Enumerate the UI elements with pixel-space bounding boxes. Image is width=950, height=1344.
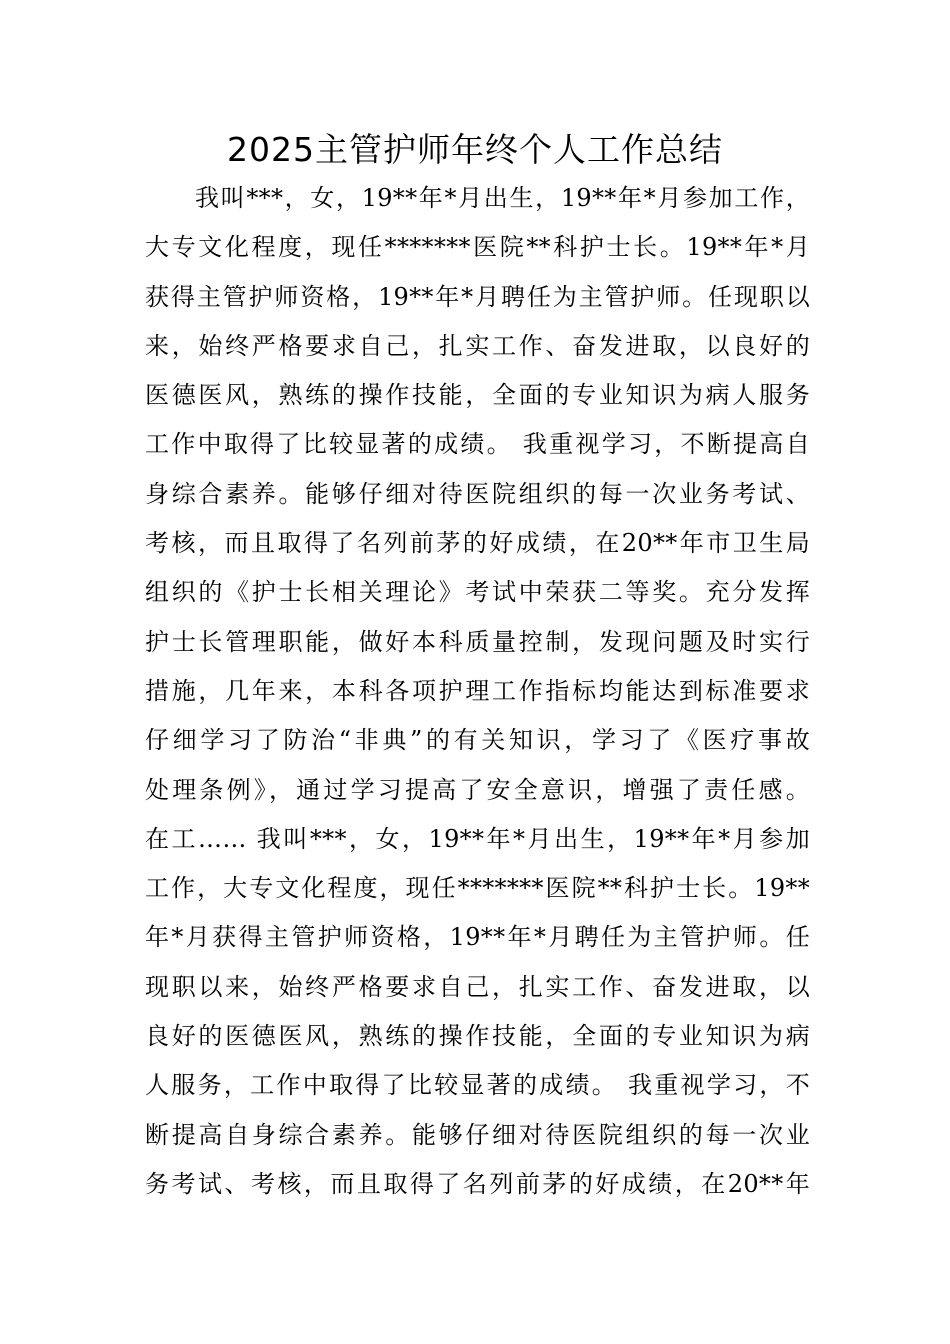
- paragraph-line: 组织的《护士长相关理论》考试中荣获二等奖。充分发挥: [145, 578, 810, 607]
- paragraph-line: 考核，而且取得了名列前茅的好成绩，在20**年市卫生局: [145, 529, 810, 558]
- paragraph-line: 工作中取得了比较显著的成绩。 我重视学习，不断提高自: [145, 430, 810, 459]
- paragraph-line: 工作，大专文化程度，现任*******医院**科护士长。19**: [145, 874, 810, 903]
- paragraph-line: 断提高自身综合素养。能够仔细对待医院组织的每一次业: [145, 1120, 810, 1149]
- document-body: [145, 150, 810, 1209]
- paragraph-line: 处理条例》，通过学习提高了安全意识，增强了责任感。: [145, 775, 810, 804]
- paragraph-line: 现职以来，始终严格要求自己，扎实工作、奋发进取，以: [145, 972, 810, 1001]
- paragraph-line: 措施，几年来，本科各项护理工作指标均能达到标准要求: [145, 676, 810, 705]
- paragraph-line: 获得主管护师资格，19**年*月聘任为主管护师。任现职以: [145, 282, 810, 311]
- document-title: 2025主管护师年终个人工作总结: [227, 130, 723, 169]
- paragraph-line: 大专文化程度，现任*******医院**科护士长。19**年*月: [145, 233, 810, 262]
- paragraph-line: 在工…… 我叫***，女，19**年*月出生，19**年*月参加: [145, 824, 810, 853]
- paragraph-line: 年*月获得主管护师资格，19**年*月聘任为主管护师。任: [145, 923, 810, 952]
- paragraph-line: 身综合素养。能够仔细对待医院组织的每一次业务考试、: [145, 479, 810, 508]
- paragraph-line: 人服务，工作中取得了比较显著的成绩。 我重视学习，不: [145, 1071, 810, 1100]
- paragraph-line: 我叫***，女，19**年*月出生，19**年*月参加工作，: [195, 184, 810, 212]
- paragraph-line: 仔细学习了防治“非典”的有关知识，学习了《医疗事故: [145, 726, 810, 755]
- paragraph-line: 良好的医德医风，熟练的操作技能，全面的专业知识为病: [145, 1022, 810, 1051]
- paragraph-line: 医德医风，熟练的操作技能，全面的专业知识为病人服务: [145, 381, 810, 410]
- paragraph-line: 务考试、考核，而且取得了名列前茅的好成绩，在20**年: [145, 1169, 810, 1198]
- paragraph-line: 来，始终严格要求自己，扎实工作、奋发进取，以良好的: [145, 331, 810, 360]
- paragraph-line: 护士长管理职能，做好本科质量控制，发现问题及时实行: [145, 627, 810, 656]
